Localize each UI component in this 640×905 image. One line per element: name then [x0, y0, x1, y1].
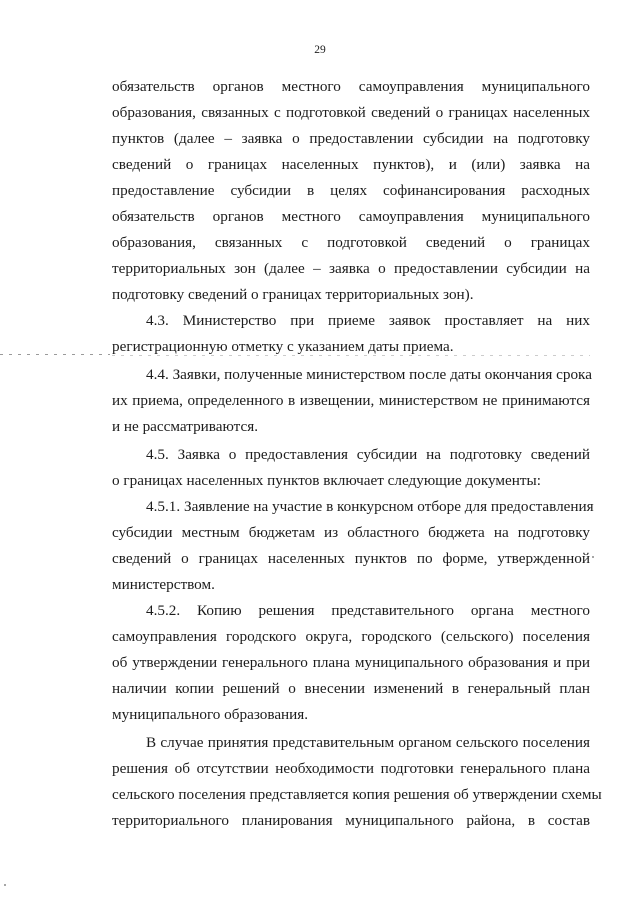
text-line: министерством.: [112, 576, 215, 593]
text-line: образования, связанных с подготовкой сведений о границах: [112, 234, 590, 251]
text-line: об утверждении генерального плана муниципального образования и при: [112, 654, 590, 671]
paragraph-line: В случае принятия представительным органом сельского поселения: [146, 734, 590, 751]
text-line: сведений о границах населенных пунктов по форме, утвержденной: [112, 550, 590, 567]
text-line: о границах населенных пунктов включает следующие документы:: [112, 472, 541, 489]
text-line: обязательств органов местного самоуправления муниципального: [112, 208, 590, 225]
clause-4-3-line: 4.3. Министерство при приеме заявок проставляет на них: [146, 312, 590, 329]
clause-4-5-2-line: 4.5.2. Копию решения представительного органа местного: [146, 602, 590, 619]
text-line: наличии копии решений о внесении изменений в генеральный план: [112, 680, 590, 697]
text-line: обязательств органов местного самоуправления муниципального: [112, 78, 590, 95]
text-line: и не рассматриваются.: [112, 418, 259, 435]
scan-artifact: [592, 556, 594, 558]
text-line: сведений о границах населенных пунктов), и (или) заявка на: [112, 156, 590, 173]
text-line: муниципального образования.: [112, 706, 309, 723]
scan-artifact: [112, 355, 590, 356]
text-line: самоуправления городского округа, городского (сельского) поселения: [112, 628, 590, 645]
text-line: образования, связанных с подготовкой сведений о границах населенных: [112, 104, 590, 121]
scan-artifact: [4, 884, 6, 886]
text-line: территориальных зон (далее – заявка о предоставлении субсидии на: [112, 260, 590, 277]
text-line: территориального планирования муниципального района, в состав: [112, 812, 590, 829]
scan-artifact: [0, 354, 110, 355]
clause-4-4-line: 4.4. Заявки, полученные министерством после даты окончания срока: [146, 366, 592, 383]
text-line: регистрационную отметку с указанием даты приема.: [112, 338, 454, 355]
text-line: субсидии местным бюджетам из областного бюджета на подготовку: [112, 524, 590, 541]
text-line: подготовку сведений о границах территориальных зон).: [112, 286, 474, 303]
page-number: 29: [314, 44, 326, 56]
text-line: сельского поселения представляется копия решения об утверждении схемы: [112, 786, 602, 803]
text-line: предоставление субсидии в целях софинансирования расходных: [112, 182, 590, 199]
text-line: пунктов (далее – заявка о предоставлении субсидии на подготовку: [112, 130, 590, 147]
text-line: решения об отсутствии необходимости подготовки генерального плана: [112, 760, 590, 777]
text-line: их приема, определенного в извещении, министерством не принимаются: [112, 392, 590, 409]
clause-4-5-1-line: 4.5.1. Заявление на участие в конкурсном отборе для предоставления: [146, 498, 594, 515]
clause-4-5-line: 4.5. Заявка о предоставления субсидии на подготовку сведений: [146, 446, 590, 463]
